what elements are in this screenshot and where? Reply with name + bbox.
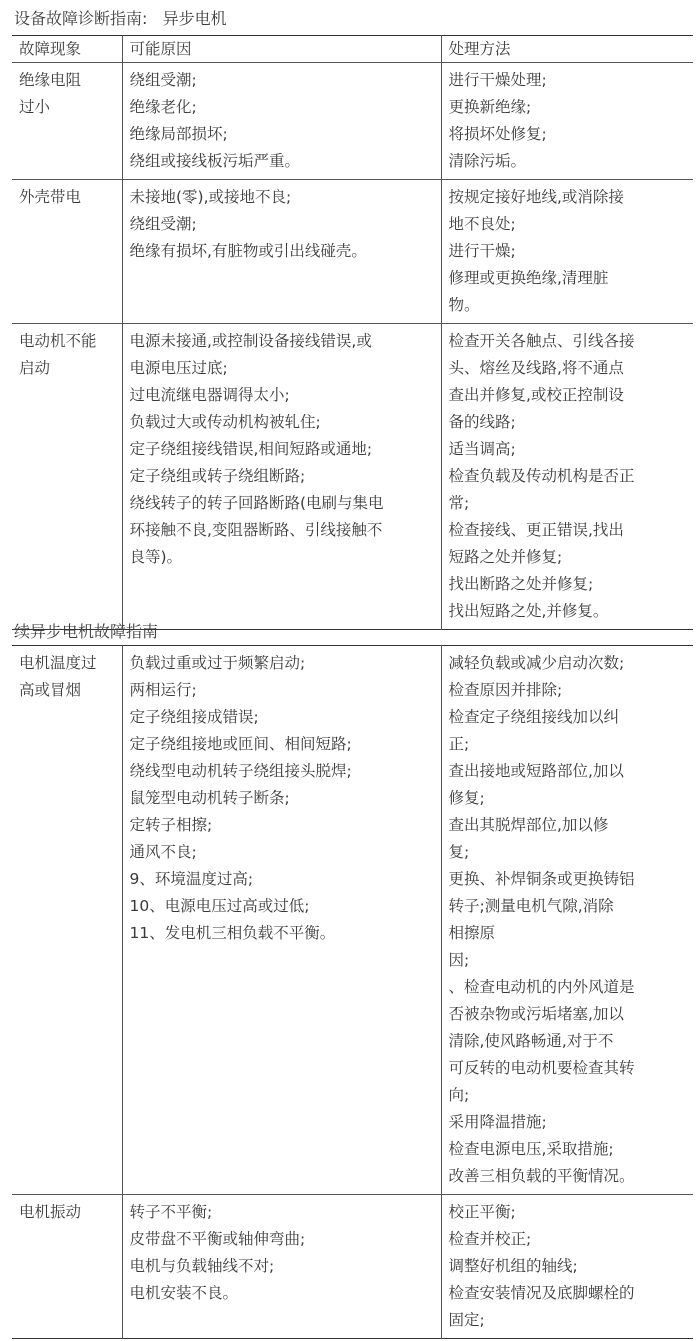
header-symptom: 故障现象 [12,36,122,63]
table-row [12,1195,693,1339]
text-line: 电机与负载轴线不对; [129,1257,275,1275]
text-line: 更换、补焊铜条或更换铸铝 [448,870,635,888]
solution-cell [441,324,693,630]
table-row [12,180,693,324]
text-line: 更换新绝缘; [448,98,532,116]
text-line: 绝缘老化; [129,98,197,116]
text-line: 地不良处; [448,215,516,233]
text-line: 高或冒烟 [19,681,82,699]
solution-cell [441,180,693,324]
text-line: 电动机不能 [19,332,97,350]
text-line: 找出短路之处,并修复。 [448,602,609,620]
text-line: 转子;测量电机气隙,消除 [448,897,614,915]
text-line: 电机振动 [19,1203,82,1221]
cause-cell [122,324,441,630]
solution-cell [441,646,693,1195]
text-line: 改善三相负载的平衡情况。 [448,1167,635,1185]
text-line: 绕线转子的转子回路断路(电刷与集电 [129,494,384,512]
symptom-cell [12,324,122,630]
text-line: 电源电压过底; [129,359,228,377]
solution-cell [441,1195,693,1339]
text-line: 调整好机组的轴线; [448,1257,578,1275]
text-line: 复; [448,843,470,861]
text-line: 皮带盘不平衡或轴伸弯曲; [129,1230,306,1248]
text-line: 备的线路; [448,413,516,431]
text-line: 检查原因并排除; [448,681,563,699]
text-line: 向; [448,1086,470,1104]
text-line: 按规定接好地线,或消除接 [448,188,624,206]
text-line: 检查定子绕组接线加以纠 [448,708,620,726]
text-line: 检查开关各触点、引线各接 [448,332,635,350]
text-line: 检查接线、更正错误,找出 [448,521,624,539]
fault-table-1 [12,35,693,630]
text-line: 否被杂物或污垢堵塞,加以 [448,1005,624,1023]
text-line: 定子绕组接成错误; [129,708,259,726]
text-line: 可反转的电动机要检查其转 [448,1059,635,1077]
symptom-cell [12,646,122,1195]
text-line: 绕组或接线板污垢严重。 [129,152,301,170]
text-line: 启动 [19,359,51,377]
text-line: 校正平衡; [448,1203,516,1221]
text-line: 10、电源电压过高或过低; [129,897,310,915]
text-line: 电源未接通,或控制设备接线错误,或 [129,332,372,350]
text-line: 查出并修复,或校正控制设 [448,386,624,404]
text-line: 固定; [448,1311,485,1329]
text-line: 绝缘电阻 [19,71,82,89]
text-line: 头、熔丝及线路,将不通点 [448,359,624,377]
text-line: 相擦原 [448,924,496,942]
text-line: 因; [448,951,470,969]
solution-cell [441,63,693,180]
text-line: 采用降温措施; [448,1113,547,1131]
symptom-cell [12,180,122,324]
text-line: 转子不平衡; [129,1203,213,1221]
text-line: 定子绕组接地或匝间、相间短路; [129,735,352,753]
text-line: 检查电源电压,采取措施; [448,1140,614,1158]
text-line: 外壳带电 [19,188,82,206]
text-line: 检查负载及传动机构是否正 [448,467,635,485]
text-line: 定子绕组接线错误,相间短路或通地; [129,440,373,458]
header-solution: 处理方法 [441,36,693,63]
symptom-cell [12,63,122,180]
text-line: 定转子相擦; [129,816,213,834]
text-line: 查出其脱焊部位,加以修 [448,816,609,834]
text-line: 找出断路之处并修复; [448,575,594,593]
text-line: 清除污垢。 [448,152,527,170]
text-line: 检查安装情况及底脚螺栓的 [448,1284,635,1302]
table-header-row [12,36,693,63]
text-line: 物。 [448,296,480,314]
text-line: 将损坏处修复; [448,125,547,143]
text-line: 绕组受潮; [129,71,197,89]
text-line: 9、环境温度过高; [129,870,254,888]
text-line: 修理或更换绝缘,清理脏 [448,269,609,287]
text-line: 进行干燥处理; [448,71,547,89]
text-line: 电机温度过 [19,654,97,672]
text-line: 减轻负载或减少启动次数; [448,654,625,672]
text-line: 绕组受潮; [129,215,197,233]
section-subtitle: 续异步电机故障指南 [14,622,159,641]
cause-cell [122,646,441,1195]
cause-cell [122,180,441,324]
text-line: 清除,使风路畅通,对于不 [448,1032,614,1050]
table-row [12,63,693,180]
page-title: 设备故障诊断指南: 异步电机 [14,9,227,28]
text-line: 常; [448,494,470,512]
cause-cell [122,63,441,180]
text-line: 检查并校正; [448,1230,532,1248]
text-line: 环接触不良,变阻器断路、引线接触不 [129,521,383,539]
text-line: 绝缘有损坏,有脏物或引出线碰壳。 [129,242,367,260]
text-line: 通风不良; [129,843,197,861]
text-line: 良等)。 [129,548,183,566]
text-line: 短路之处并修复; [448,548,563,566]
table-row [12,324,693,630]
fault-table-2 [12,645,693,1339]
text-line: 、检查电动机的内外风道是 [448,978,635,996]
text-line: 负载过重或过于频繁启动; [129,654,306,672]
text-line: 正; [448,735,470,753]
text-line: 绕线型电动机转子绕组接头脱焊; [129,762,352,780]
header-cause: 可能原因 [122,36,441,63]
cause-cell [122,1195,441,1339]
text-line: 修复; [448,789,485,807]
text-line: 绝缘局部损坏; [129,125,228,143]
text-line: 定子绕组或转子绕组断路; [129,467,306,485]
text-line: 负载过大或传动机构被轧住; [129,413,321,431]
table-row [12,646,693,1195]
text-line: 两相运行; [129,681,197,699]
text-line: 电机安装不良。 [129,1284,239,1302]
text-line: 未接地(零),或接地不良; [129,188,292,206]
text-line: 过小 [19,98,51,116]
text-line: 进行干燥; [448,242,516,260]
text-line: 鼠笼型电动机转子断条; [129,789,290,807]
text-line: 适当调高; [448,440,516,458]
text-line: 过电流继电器调得太小; [129,386,290,404]
text-line: 11、发电机三相负载不平衡。 [129,924,336,942]
text-line: 查出接地或短路部位,加以 [448,762,624,780]
symptom-cell [12,1195,122,1339]
